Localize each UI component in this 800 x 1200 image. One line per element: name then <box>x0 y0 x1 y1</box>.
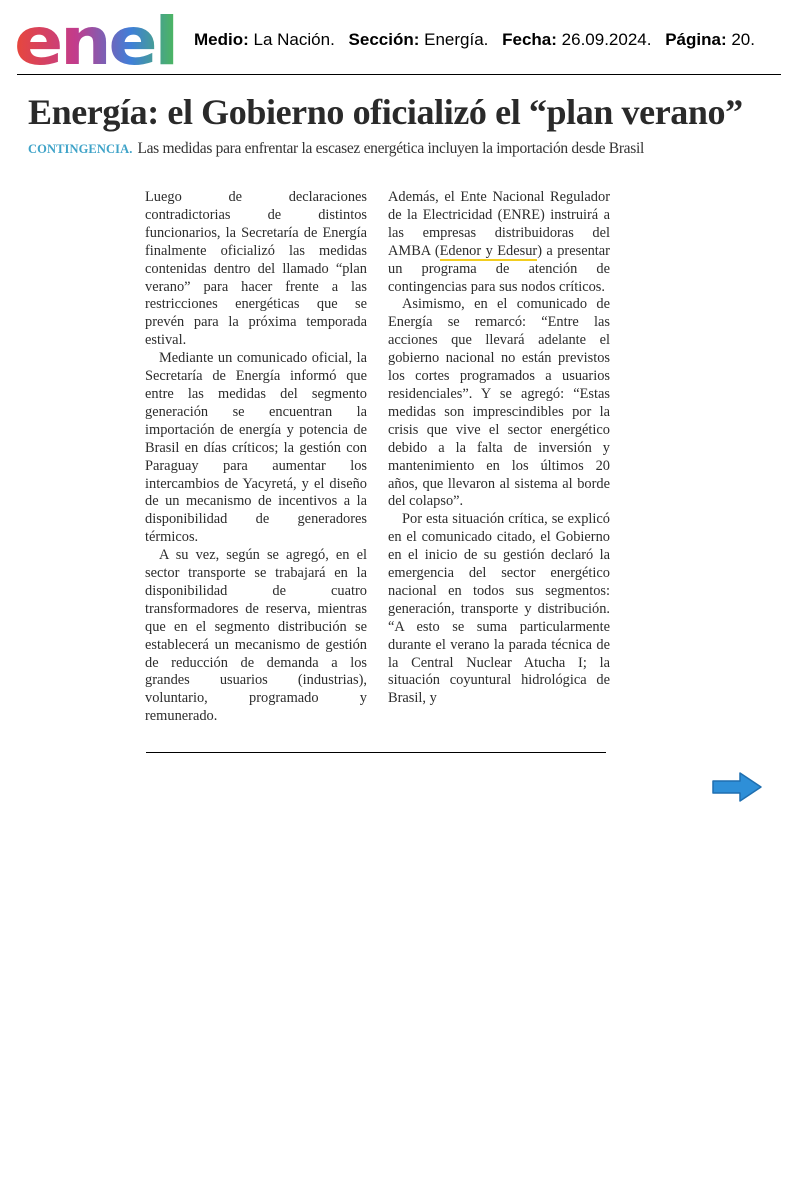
seccion-label: Sección: <box>348 30 420 49</box>
article-kicker: CONTINGENCIA. <box>28 142 133 156</box>
highlighted-companies: Edenor y Edesur <box>439 242 538 259</box>
article-column-left <box>145 189 367 726</box>
pagina-value: 20. <box>731 30 755 49</box>
article-headline: Energía: el Gobierno oficializó el “plan verano” <box>28 92 743 132</box>
article-subhead <box>28 139 788 159</box>
clipping-header <box>0 0 800 76</box>
medio-value: La Nación. <box>253 30 335 49</box>
paragraph <box>388 189 610 296</box>
fecha-label: Fecha: <box>502 30 557 49</box>
paragraph: Mediante un comunicado oficial, la Secretaría de Energía informó que entre las medidas del segmento generación se encuentran la importación de energía y potencia de Brasil en días críticos; la gestión con Paraguay para aumentar los intercambios de Yacyretá, y el diseño de un mecanismo de incentivos a la disponibilidad de generadores térmicos. <box>145 350 367 546</box>
clipping-metadata <box>194 30 755 50</box>
fecha-value: 26.09.2024. <box>561 30 652 49</box>
svg-text:enel: enel <box>14 8 176 68</box>
header-divider <box>17 74 781 75</box>
arrow-right-icon[interactable] <box>710 770 764 804</box>
seccion-value: Energía. <box>424 30 489 49</box>
enel-logo <box>14 8 178 68</box>
paragraph: Luego de declaraciones contradictorias de distintos funcionarios, la Secretaría de Energía finalmente oficializó las medidas contenidas dentro del llamado “plan verano” para hacer frente a las restricciones energéticas que se prevén para la próxima temporada estival. <box>145 189 367 349</box>
article-end-divider <box>146 752 606 753</box>
article-column-right <box>388 189 610 708</box>
medio-label: Medio: <box>194 30 249 49</box>
pagina-label: Página: <box>665 30 727 49</box>
paragraph-text: Además, el Ente Nacional Regulador de la Electricidad (ENRE) instruirá a las empresas distribuidoras del AMBA ( <box>388 189 610 259</box>
paragraph: A su vez, según se agregó, en el sector transporte se trabajará en la disponibilidad de cuatro transformadores de reserva, mientras que en el segmento distribución se establecerá un mecanismo de gestión de reducción de demanda a los grandes usuarios (industrias), voluntario, programado y remunerado. <box>145 547 367 725</box>
paragraph: Asimismo, en el comunicado de Energía se remarcó: “Entre las acciones que llevará adelante el gobierno nacional no están previstos los cortes programados a usuarios residenciales”. Y se agregó: “Estas medidas son imprescindibles por la crisis que vive el sector energético debido a la falta de inversión y mantenimiento en los últimos 20 años, que llevaron al sistema al borde del colapso”. <box>388 296 610 510</box>
paragraph-text: ) a presentar un programa de atención de contingencias para sus nodos críticos. <box>388 242 610 295</box>
article-subhead-text: Las medidas para enfrentar la escasez energética incluyen la importación desde Brasil <box>137 140 645 157</box>
paragraph: Por esta situación crítica, se explicó en el comunicado citado, el Gobierno en el inicio de su gestión declaró la emergencia del sector energético nacional en todos sus segmentos: generación, transporte y distribución. “A esto se suma particularmente durante el verano la parada técnica de la Central Nuclear Atucha I; la situación coyuntural hidrológica de Brasil, y <box>388 511 610 707</box>
